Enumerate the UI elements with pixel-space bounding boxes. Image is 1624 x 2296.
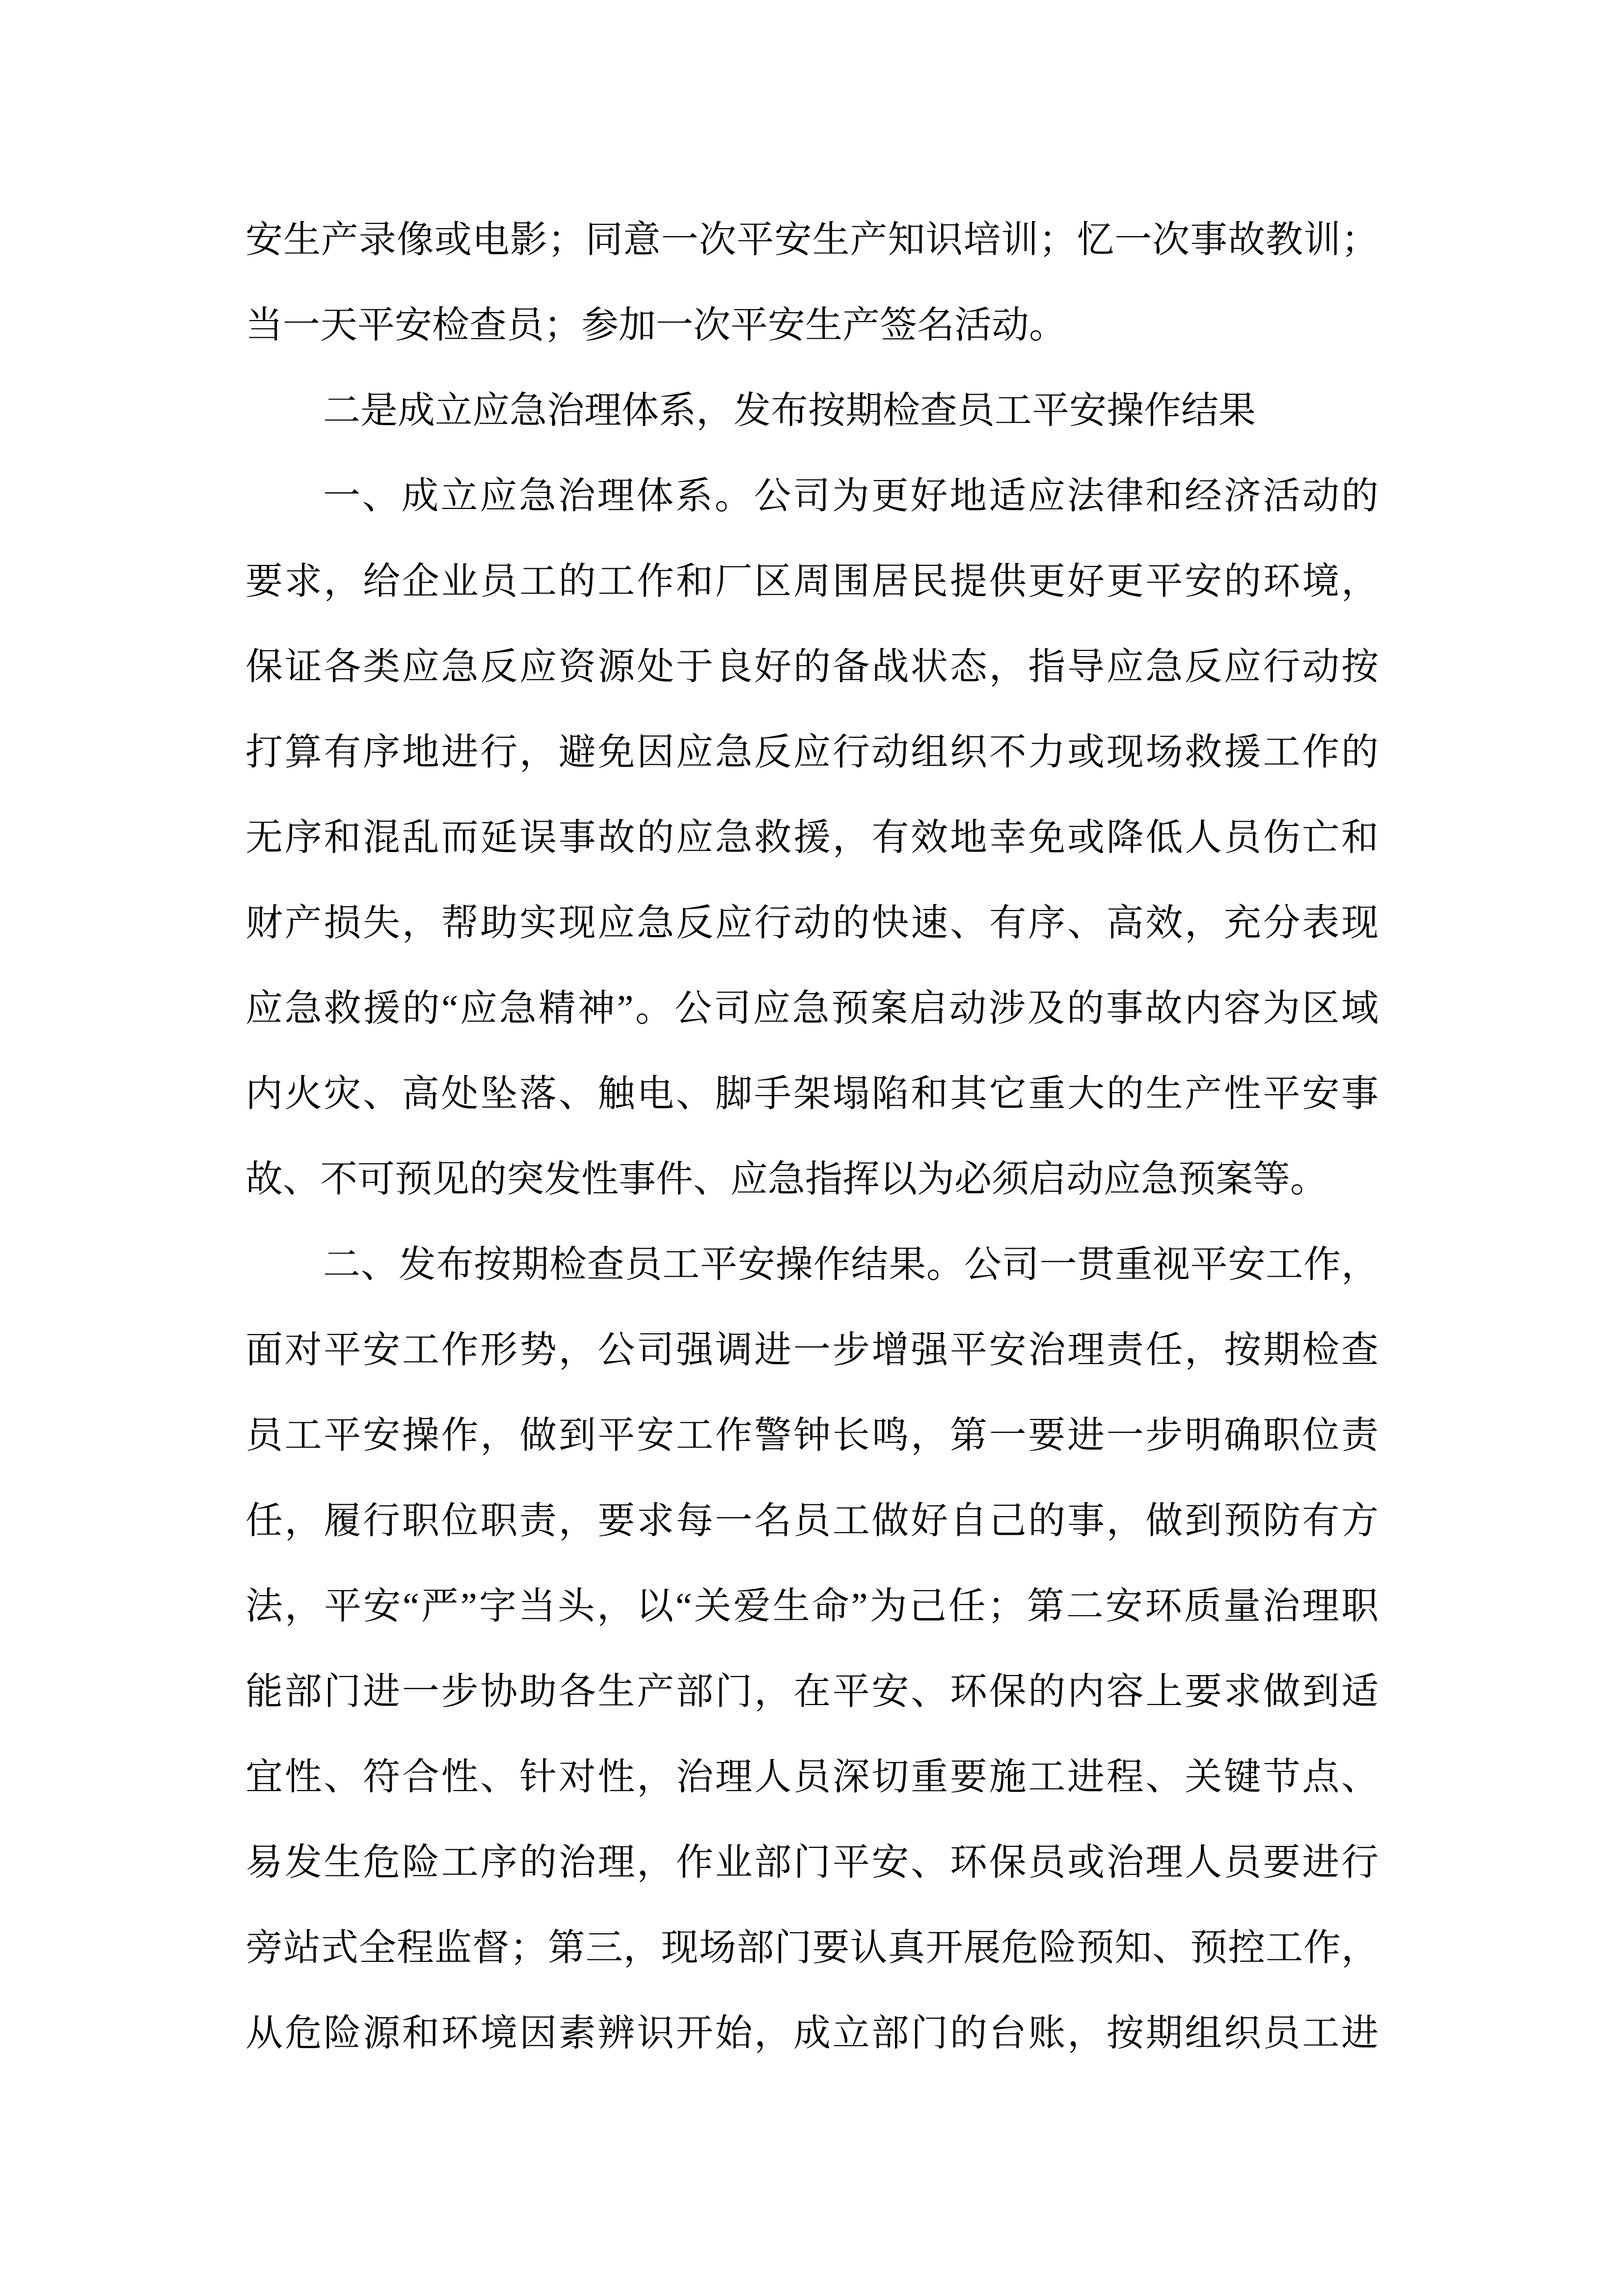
text-line-8: 无序和混乱而延误事故的应急救援，有效地幸免或降低人员伤亡和	[245, 817, 1379, 858]
text-line-3: 二是成立应急治理体系，发布按期检查员工平安操作结果	[323, 390, 1256, 431]
text-line-5: 要求，给企业员工的工作和厂区周围居民提供更好更平安的环境，	[245, 561, 1379, 602]
text-line-1: 安生产录像或电影；同意一次平安生产知识培训；忆一次事故教训；	[245, 219, 1379, 261]
text-line-13: 二、发布按期检查员工平安操作结果。公司一贯重视平安工作，	[323, 1244, 1379, 1285]
text-line-15: 员工平安操作，做到平安工作警钟长鸣，第一要进一步明确职位责	[245, 1415, 1379, 1456]
text-line-16: 任，履行职位职责，要求每一名员工做好自己的事，做到预防有方	[245, 1500, 1379, 1542]
text-line-12: 故、不可预见的突发性事件、应急指挥以为必须启动应急预案等。	[245, 1159, 1327, 1200]
text-line-11: 内火灾、高处坠落、触电、脚手架塌陷和其它重大的生产性平安事	[245, 1073, 1379, 1115]
text-line-20: 易发生危险工序的治理，作业部门平安、环保员或治理人员要进行	[245, 1842, 1379, 1883]
text-line-19: 宜性、符合性、针对性，治理人员深切重要施工进程、关键节点、	[245, 1757, 1379, 1798]
text-line-18: 能部门进一步协助各生产部门，在平安、环保的内容上要求做到适	[245, 1671, 1379, 1712]
text-line-6: 保证各类应急反应资源处于良好的备战状态，指导应急反应行动按	[245, 646, 1379, 688]
text-line-4: 一、成立应急治理体系。公司为更好地适应法律和经济活动的	[323, 476, 1379, 517]
text-line-21: 旁站式全程监督；第三，现场部门要认真开展危险预知、预控工作，	[245, 1927, 1379, 1969]
text-line-14: 面对平安工作形势，公司强调进一步增强平安治理责任，按期检查	[245, 1330, 1379, 1371]
text-line-22: 从危险源和环境因素辨识开始，成立部门的台账，按期组织员工进	[245, 2013, 1379, 2054]
document-text-block	[245, 197, 1379, 2076]
text-line-9: 财产损失，帮助实现应急反应行动的快速、有序、高效，充分表现	[245, 903, 1379, 944]
text-line-7: 打算有序地进行，避免因应急反应行动组织不力或现场救援工作的	[245, 732, 1379, 773]
text-line-2: 当一天平安检查员；参加一次平安生产签名活动。	[245, 305, 1066, 346]
text-line-10: 应急救援的“应急精神”。公司应急预案启动涉及的事故内容为区域	[245, 988, 1379, 1029]
text-line-17: 法，平安“严”字当头，以“关爱生命”为己任；第二安环质量治理职	[245, 1586, 1379, 1627]
